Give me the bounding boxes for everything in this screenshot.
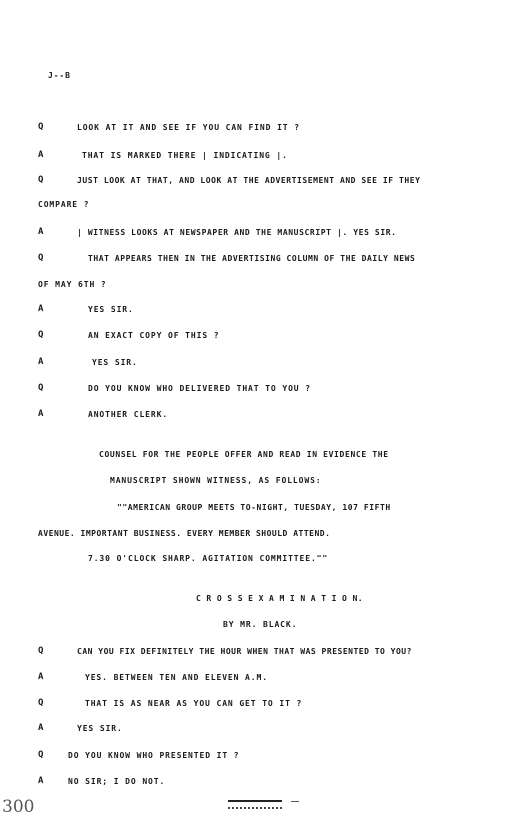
- q-marker: Q: [38, 330, 44, 340]
- line-question: THAT IS AS NEAR AS YOU CAN GET TO IT ?: [85, 699, 303, 708]
- q-marker: Q: [38, 122, 44, 132]
- line-answer: ANOTHER CLERK.: [88, 410, 169, 419]
- a-marker: A: [38, 776, 44, 786]
- quoted-text-line: 7.30 O'CLOCK SHARP. AGITATION COMMITTEE."": [88, 554, 329, 563]
- end-of-page-scribble: [228, 800, 282, 809]
- a-marker: A: [38, 304, 44, 314]
- q-marker: Q: [38, 383, 44, 393]
- q-marker: Q: [38, 750, 44, 760]
- line-question: THAT APPEARS THEN IN THE ADVERTISING COLUMN OF THE DAILY NEWS: [88, 254, 416, 263]
- a-marker: A: [38, 672, 44, 682]
- q-marker: Q: [38, 253, 44, 263]
- paragraph-line: MANUSCRIPT SHOWN WITNESS, AS FOLLOWS:: [110, 476, 322, 485]
- page-header-code: J--B: [48, 71, 71, 80]
- q-marker: Q: [38, 698, 44, 708]
- line-question: JUST LOOK AT THAT, AND LOOK AT THE ADVERTISEMENT AND SEE IF THEY: [77, 176, 421, 185]
- line-answer: NO SIR; I DO NOT.: [68, 777, 166, 786]
- line-answer: THAT IS MARKED THERE | INDICATING |.: [82, 151, 288, 160]
- quoted-text-line: ""AMERICAN GROUP MEETS TO-NIGHT, TUESDAY, 107 FIFTH: [117, 503, 391, 512]
- line-question: LOOK AT IT AND SEE IF YOU CAN FIND IT ?: [77, 123, 300, 132]
- line-continuation: OF MAY 6TH ?: [38, 280, 107, 289]
- a-marker: A: [38, 409, 44, 419]
- line-question: DO YOU KNOW WHO PRESENTED IT ?: [68, 751, 240, 760]
- quoted-text-line: AVENUE. IMPORTANT BUSINESS. EVERY MEMBER SHOULD ATTEND.: [38, 529, 331, 538]
- section-heading: C R O S S E X A M I N A T I O N.: [196, 594, 363, 603]
- line-question: AN EXACT COPY OF THIS ?: [88, 331, 220, 340]
- paragraph-line: COUNSEL FOR THE PEOPLE OFFER AND READ IN EVIDENCE THE: [99, 450, 389, 459]
- line-question: DO YOU KNOW WHO DELIVERED THAT TO YOU ?: [88, 384, 311, 393]
- line-answer: YES SIR.: [77, 724, 123, 733]
- a-marker: A: [38, 723, 44, 733]
- line-question: CAN YOU FIX DEFINITELY THE HOUR WHEN THAT WAS PRESENTED TO YOU?: [77, 647, 412, 656]
- line-continuation: COMPARE ?: [38, 200, 90, 209]
- line-answer: | WITNESS LOOKS AT NEWSPAPER AND THE MANUSCRIPT |. YES SIR.: [77, 228, 397, 237]
- q-marker: Q: [38, 646, 44, 656]
- line-answer: YES SIR.: [92, 358, 138, 367]
- handwritten-page-number: 300: [2, 797, 35, 817]
- q-marker: Q: [38, 175, 44, 185]
- a-marker: A: [38, 227, 44, 237]
- a-marker: A: [38, 150, 44, 160]
- line-answer: YES SIR.: [88, 305, 134, 314]
- line-answer: YES. BETWEEN TEN AND ELEVEN A.M.: [85, 673, 268, 682]
- examiner-line: BY MR. BLACK.: [223, 620, 298, 629]
- a-marker: A: [38, 357, 44, 367]
- end-dash: [291, 801, 299, 802]
